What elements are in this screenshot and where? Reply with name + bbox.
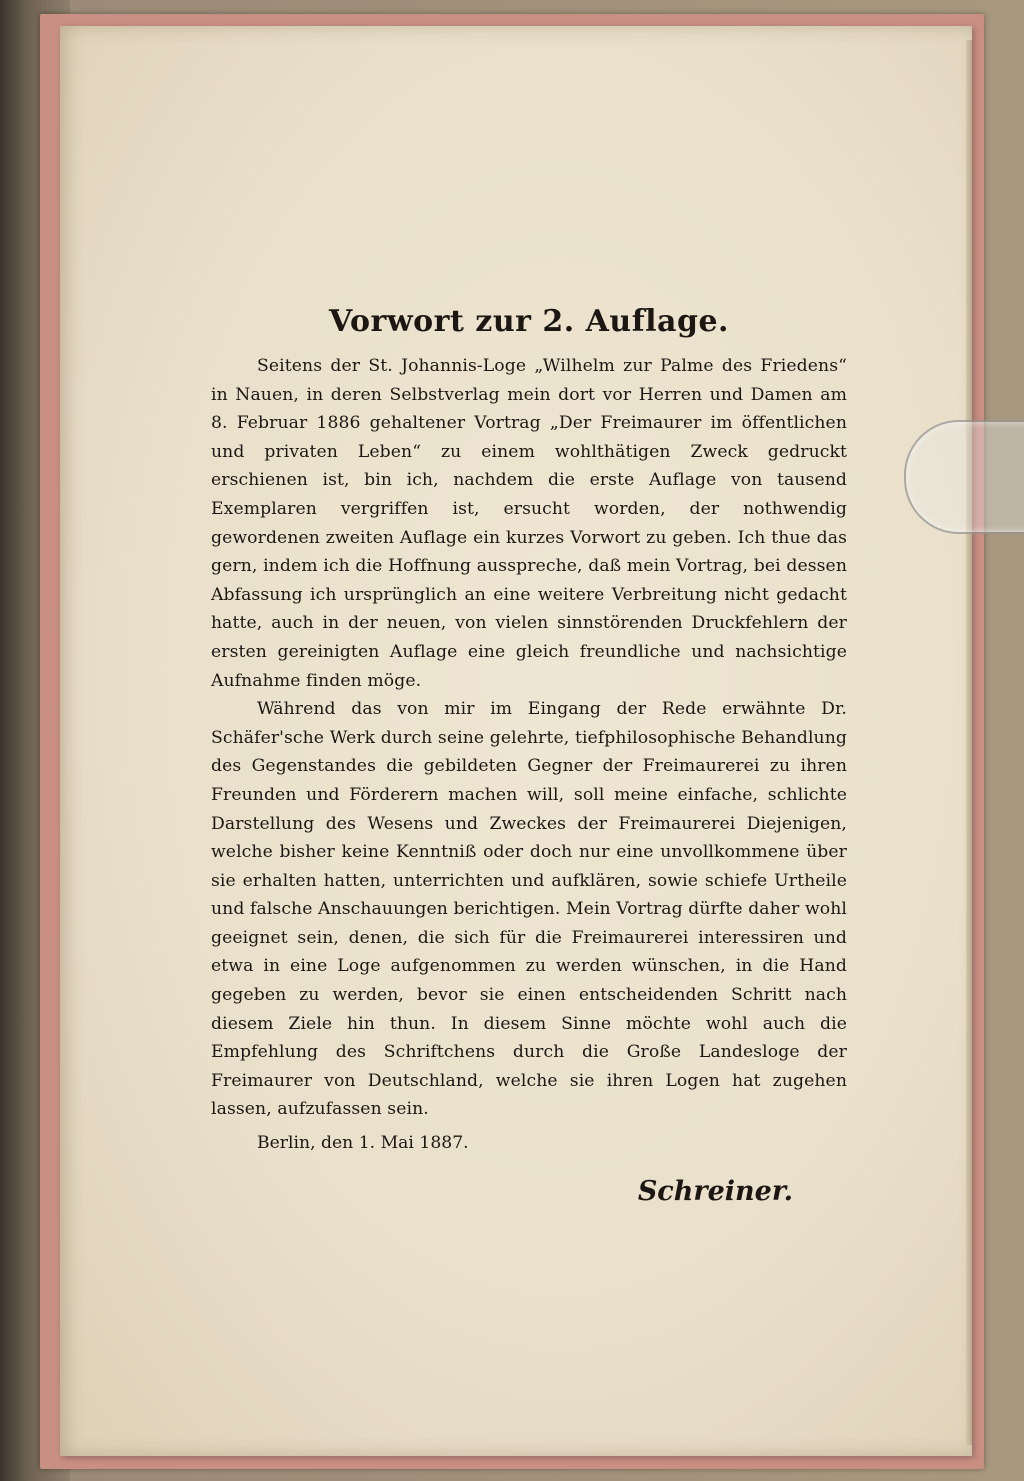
page-content (211, 300, 847, 1212)
page-edge (966, 40, 972, 1445)
paragraph-1: Seitens der St. Johannis-Loge „Wilhelm zur Palme des Friedens“ in Nauen, in deren Selbstverlag mein dort vor Herren und Damen am 8. Februar 1886 gehaltener Vortrag „Der Freimaurer im öffentlichen und privaten Leben“ zu einem wohlthätigen Zweck gedruckt erschienen ist, bin ich, nachdem die erste Auflage von tausend Exemplaren vergriffen ist, ersucht worden, der nothwendig gewordenen zweiten Auflage ein kurzes Vorwort zu geben. Ich thue das gern, indem ich die Hoffnung ausspreche, daß mein Vortrag, bei dessen Abfassung ich ursprünglich an eine weitere Verbreitung nicht gedacht hatte, auch in der neuen, von vielen sinnstörenden Druckfehlern der ersten gereinigten Auflage eine gleich freundliche und nachsichtige Aufnahme finden möge. (211, 356, 847, 691)
plastic-page-clip (904, 420, 1024, 534)
page-title: Vorwort zur 2. Auflage. (329, 304, 729, 339)
signature: Schreiner. (637, 1176, 793, 1208)
paragraph-2: Während das von mir im Eingang der Rede erwähnte Dr. Schäfer'sche Werk durch seine gelehrte, tiefphilosophische Behandlung des Gegenstandes die gebildeten Gegner der Freimaurerei zu ihren Freunden und Förderern machen will, soll meine einfache, schlichte Darstellung des Wesens und Zweckes der Freimaurerei Diejenigen, welche bisher keine Kenntniß oder doch nur eine unvollkommene über sie erhalten hatten, unterrichten und aufklären, sowie schiefe Urtheile und falsche Anschauungen berichtigen. Mein Vortrag dürfte daher wohl geeignet sein, denen, die sich für die Freimaurerei interessiren und etwa in eine Loge aufgenommen zu werden wünschen, in die Hand gegeben zu werden, bevor sie einen entscheidenden Schritt nach diesem Ziele hin thun. In diesem Sinne möchte wohl auch die Empfehlung des Schriftchens durch die Große Landesloge der Freimaurer von Deutschland, welche sie ihren Logen hat zugehen lassen, aufzufassen sein. (211, 699, 847, 1120)
dateline: Berlin, den 1. Mai 1887. (257, 1133, 469, 1154)
